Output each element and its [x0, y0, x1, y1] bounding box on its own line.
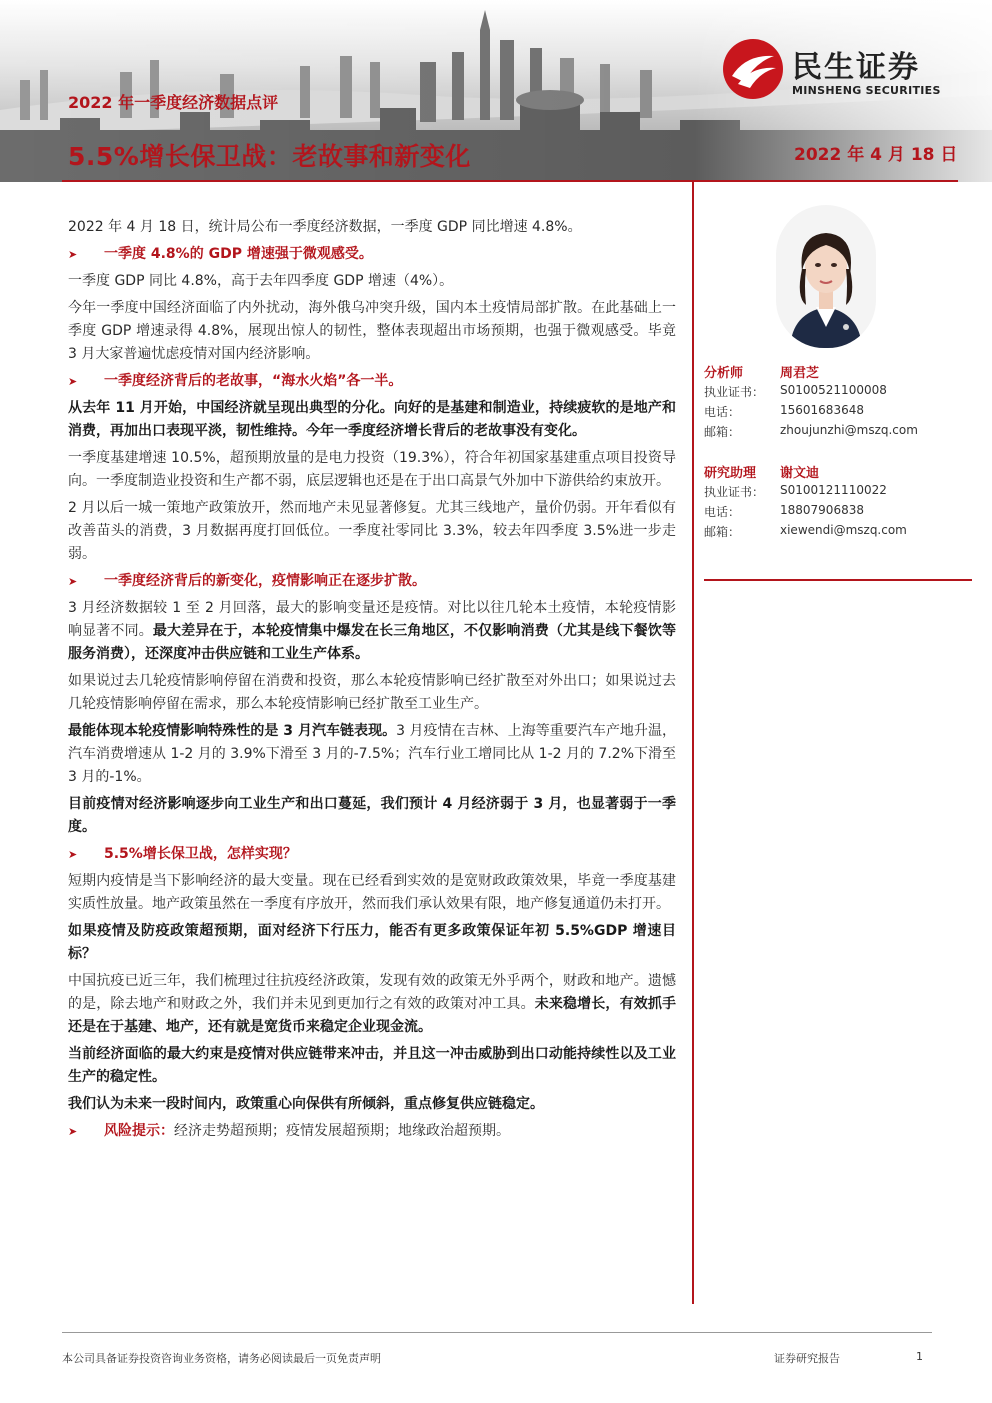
assistant-cert-label: 执业证书： — [704, 485, 765, 499]
paragraph: 如果说过去几轮疫情影响停留在消费和投资，那么本轮疫情影响已经扩散至对外出口；如果说过去几轮疫情影响停留在需求，那么本轮疫情影响已经扩散至工业生产。 — [68, 673, 676, 712]
paragraph-text: 中国抗疫已近三年，我们梳理过往抗疫经济政策，发现有效的政策无外乎两个，财政和地产。遗憾的是，除去地产和财政之外，我们并未见到更加行之有效的政策对冲工具。 — [68, 973, 676, 1012]
intro-paragraph: 2022 年 4 月 18 日，统计局公布一季度经济数据，一季度 GDP 同比增速 4.8%。 — [68, 219, 582, 235]
analyst-role: 分析师 — [704, 366, 744, 381]
analyst-photo — [776, 205, 876, 348]
paragraph — [68, 970, 676, 1039]
paragraph — [68, 720, 676, 789]
arrow-bullet-icon: ➤ — [68, 1125, 78, 1138]
paragraph-text: 3 月疫情在吉林、上海等重要汽车产地升温，汽车消费增速从 1-2 月的 3.9%下滑至 3 月的-7.5%；汽车行业工增同比从 1-2 月的 7.2%下滑至 3 月的-1%。 — [68, 723, 676, 785]
report-date: 2022 年 4 月 18 日 — [794, 145, 958, 165]
risk-text: 经济走势超预期；疫情发展超预期；地缘政治超预期。 — [174, 1123, 510, 1139]
paragraph: 短期内疫情是当下影响经济的最大变量。现在已经看到实效的是宽财政政策效果，毕竟一季度基建实质性放量。地产政策虽然在一季度有序放开，然而我们承认效果有限，地产修复通道仍未打开。 — [68, 873, 676, 912]
arrow-bullet-icon: ➤ — [68, 575, 78, 588]
assistant-phone-label: 电话： — [704, 505, 741, 519]
analyst-email-label: 邮箱： — [704, 425, 741, 439]
paragraph-bold-text: 未来稳增长，有效抓手还是在于基建、地产，还有就是宽货币来稳定企业现金流。 — [68, 996, 677, 1035]
logo-name: 民生证券 — [792, 50, 920, 85]
assistant-email-label: 邮箱： — [704, 525, 741, 539]
sidebar-divider — [704, 579, 972, 581]
minsheng-logo — [722, 38, 972, 100]
arrow-bullet-icon: ➤ — [68, 375, 78, 388]
paragraph: 一季度 GDP 同比 4.8%，高于去年四季度 GDP 增速（4%）。 — [68, 273, 454, 289]
column-divider — [692, 182, 694, 1304]
header-divider — [62, 180, 958, 182]
bold-paragraph: 如果疫情及防疫政策超预期，面对经济下行压力，能否有更多政策保证年初 5.5%GDP 增速目标？ — [68, 923, 676, 962]
paragraph-text: 3 月经济数据较 1 至 2 月回落，最大的影响变量还是疫情。对比以往几轮本土疫情，本轮疫情影响显著不同。 — [68, 600, 676, 639]
arrow-bullet-icon: ➤ — [68, 248, 78, 261]
assistant-cert: S0100121110022 — [780, 483, 887, 497]
analyst-email[interactable]: zhoujunzhi@mszq.com — [780, 423, 918, 437]
bold-paragraph: 我们认为未来一段时间内，政策重心向保供有所倾斜，重点修复供应链稳定。 — [68, 1096, 544, 1112]
section-heading-2-text: 一季度经济背后的老故事，“海水火焰”各一半。 — [104, 373, 403, 389]
section-heading-1-text: 一季度 4.8%的 GDP 增速强于微观感受。 — [104, 246, 373, 262]
report-type: 2022 年一季度经济数据点评 — [68, 93, 279, 112]
page-number: 1 — [916, 1350, 923, 1363]
analyst-name: 周君芝 — [780, 366, 820, 381]
footer-divider — [62, 1332, 932, 1333]
analyst-cert-label: 执业证书： — [704, 385, 765, 399]
section-heading-4-text: 5.5%增长保卫战，怎样实现？ — [104, 846, 297, 862]
bold-paragraph: 从去年 11 月开始，中国经济就呈现出典型的分化。向好的是基建和制造业，持续疲软的是地产和消费，再加出口表现平淡，韧性维持。今年一季度经济增长背后的老故事没有变化。 — [68, 400, 676, 439]
bold-paragraph: 目前疫情对经济影响逐步向工业生产和出口蔓延，我们预计 4 月经济弱于 3 月，也显著弱于一季度。 — [68, 796, 676, 835]
section-heading-3 — [68, 570, 676, 593]
analyst-phone: 15601683648 — [780, 403, 864, 417]
paragraph — [68, 597, 676, 666]
footer-disclaimer: 本公司具备证券投资咨询业务资格，请务必阅读最后一页免责声明 — [62, 1352, 381, 1365]
paragraph-bold-text: 最能体现本轮疫情影响特殊性的是 3 月汽车链表现。 — [68, 723, 397, 739]
paragraph: 一季度基建增速 10.5%，超预期放量的是电力投资（19.3%），符合年初国家基建重点项目投资导向。一季度制造业投资和生产都不弱，底层逻辑也还是在于出口高景气外加中下游供给约束放开。 — [68, 450, 676, 489]
paragraph: 2 月以后一城一策地产政策放开，然而地产未见显著修复。尤其三线地产，量价仍弱。开年看似有改善苗头的消费，3 月数据再度打回低位。一季度社零同比 3.3%，较去年四季度 3.5%进一步走弱。 — [68, 500, 676, 562]
section-heading-3-text: 一季度经济背后的新变化，疫情影响正在逐步扩散。 — [104, 573, 426, 589]
section-heading-4 — [68, 843, 676, 866]
assistant-phone: 18807906838 — [780, 503, 864, 517]
analyst-phone-label: 电话： — [704, 405, 741, 419]
section-heading-2 — [68, 370, 676, 393]
assistant-name: 谢文迪 — [780, 466, 820, 481]
report-title: 5.5%增长保卫战：老故事和新变化 — [68, 142, 471, 171]
header-banner — [0, 0, 992, 182]
risk-label: 风险提示： — [104, 1123, 174, 1139]
risk-warning — [68, 1120, 676, 1143]
section-heading-1 — [68, 243, 676, 266]
assistant-role: 研究助理 — [704, 466, 757, 481]
assistant-email[interactable]: xiewendi@mszq.com — [780, 523, 907, 537]
minsheng-logo-icon — [722, 38, 784, 100]
main-content — [68, 216, 676, 1147]
paragraph: 今年一季度中国经济面临了内外扰动，海外俄乌冲突升级，国内本土疫情局部扩散。在此基础上一季度 GDP 增速录得 4.8%，展现出惊人的韧性，整体表现超出市场预期，也强于微观感受。毕竟 3 月大家普遍忧虑疫情对国内经济影响。 — [68, 300, 676, 362]
bold-paragraph: 当前经济面临的最大约束是疫情对供应链带来冲击，并且这一冲击威胁到出口动能持续性以及工业生产的稳定性。 — [68, 1046, 676, 1085]
analyst-cert: S0100521100008 — [780, 383, 887, 397]
logo-english-name: MINSHENG SECURITIES — [792, 84, 941, 97]
arrow-bullet-icon: ➤ — [68, 848, 78, 861]
paragraph-bold-text: 最大差异在于，本轮疫情集中爆发在长三角地区，不仅影响消费（尤其是线下餐饮等服务消费），还深度冲击供应链和工业生产体系。 — [68, 623, 676, 662]
footer-doc-type: 证券研究报告 — [774, 1352, 840, 1365]
